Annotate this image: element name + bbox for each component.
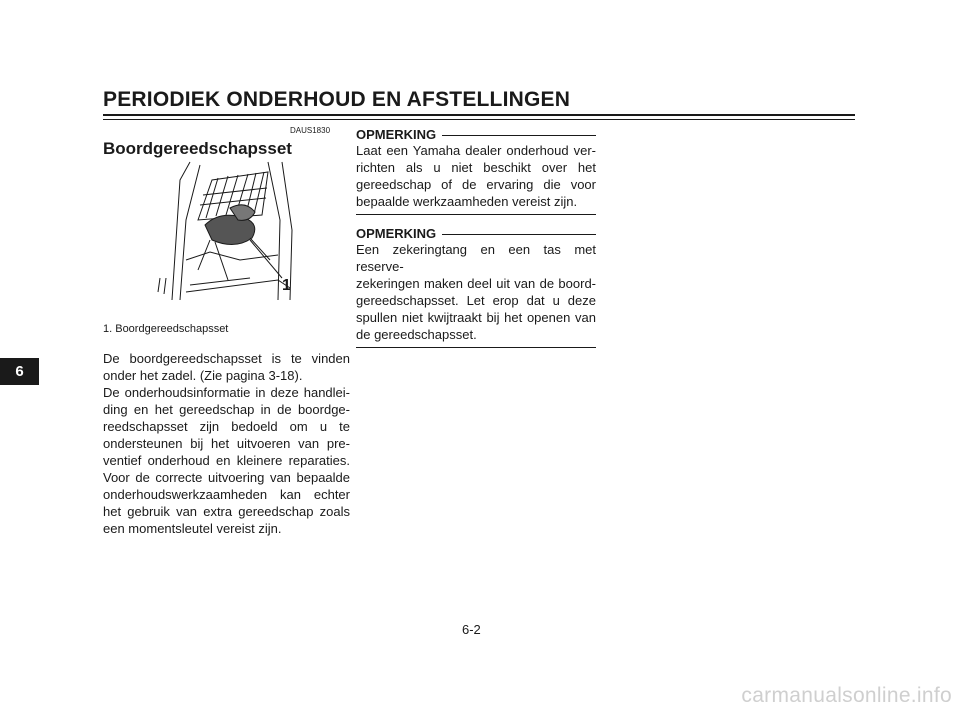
watermark: carmanualsonline.info [741,684,952,707]
header-rule-thin [103,119,855,120]
body-line: het gebruik van extra gereedschap zoals [103,504,350,519]
figure-caption: 1. Boordgereedschapsset [103,323,229,335]
body-line: een momentsleutel vereist zijn. [103,521,282,536]
document-code: DAUS1830 [290,126,331,135]
note-text [356,241,596,343]
body-line: onderhoudswerkzaamheden kan echter [103,487,350,502]
note-label: OPMERKING [356,226,442,241]
note-text [356,142,596,210]
note-line: bepaalde werkzaamheden vereist zijn. [356,194,578,209]
body-line: ondersteunen bij het uitvoeren van pre- [103,436,350,451]
note-line: zekeringen maken deel uit van de boord- [356,276,596,291]
callout-number: 1 [282,277,291,294]
note-block [356,126,596,215]
note-end-rule [356,214,596,215]
note-end-rule [356,347,596,348]
section-title: Boordgereedschapsset [103,139,292,158]
body-line: ventief onderhoud en kleinere reparaties. [103,453,350,468]
note-line: Een zekeringtang en een tas met reserve- [356,242,596,274]
note-line: richten als u niet beschikt over het [356,160,596,175]
body-line: reedschapsset zijn bedoeld om u te [103,419,350,434]
body-line: De boordgereedschapsset is te vinden [103,351,350,366]
note-line: spullen niet kwijtraakt bij het openen van [356,310,596,325]
note-header [356,225,596,241]
toolkit-illustration [150,160,300,310]
body-line: De onderhoudsinformatie in deze handlei- [103,385,350,400]
body-line: onder het zadel. (Zie pagina 3-18). [103,368,303,383]
body-line: Voor de correcte uitvoering van bepaalde [103,470,350,485]
note-line: gereedschap of de ervaring die voor [356,177,596,192]
body-line: ding en het gereedschap in de boordge- [103,402,350,417]
note-header [356,126,596,142]
note-header-rule [441,234,596,235]
note-line: de gereedschapsset. [356,327,477,342]
note-line: gereedschapsset. Let erop dat u deze [356,293,596,308]
page-number: 6-2 [462,622,481,637]
page-header-title: PERIODIEK ONDERHOUD EN AFSTELLINGEN [103,88,571,111]
note-block [356,225,596,348]
note-label: OPMERKING [356,127,442,142]
note-header-rule [441,135,596,136]
chapter-tab: 6 [0,358,39,385]
body-text [103,350,350,537]
header-rule [103,114,855,116]
note-line: Laat een Yamaha dealer onderhoud ver- [356,143,596,158]
